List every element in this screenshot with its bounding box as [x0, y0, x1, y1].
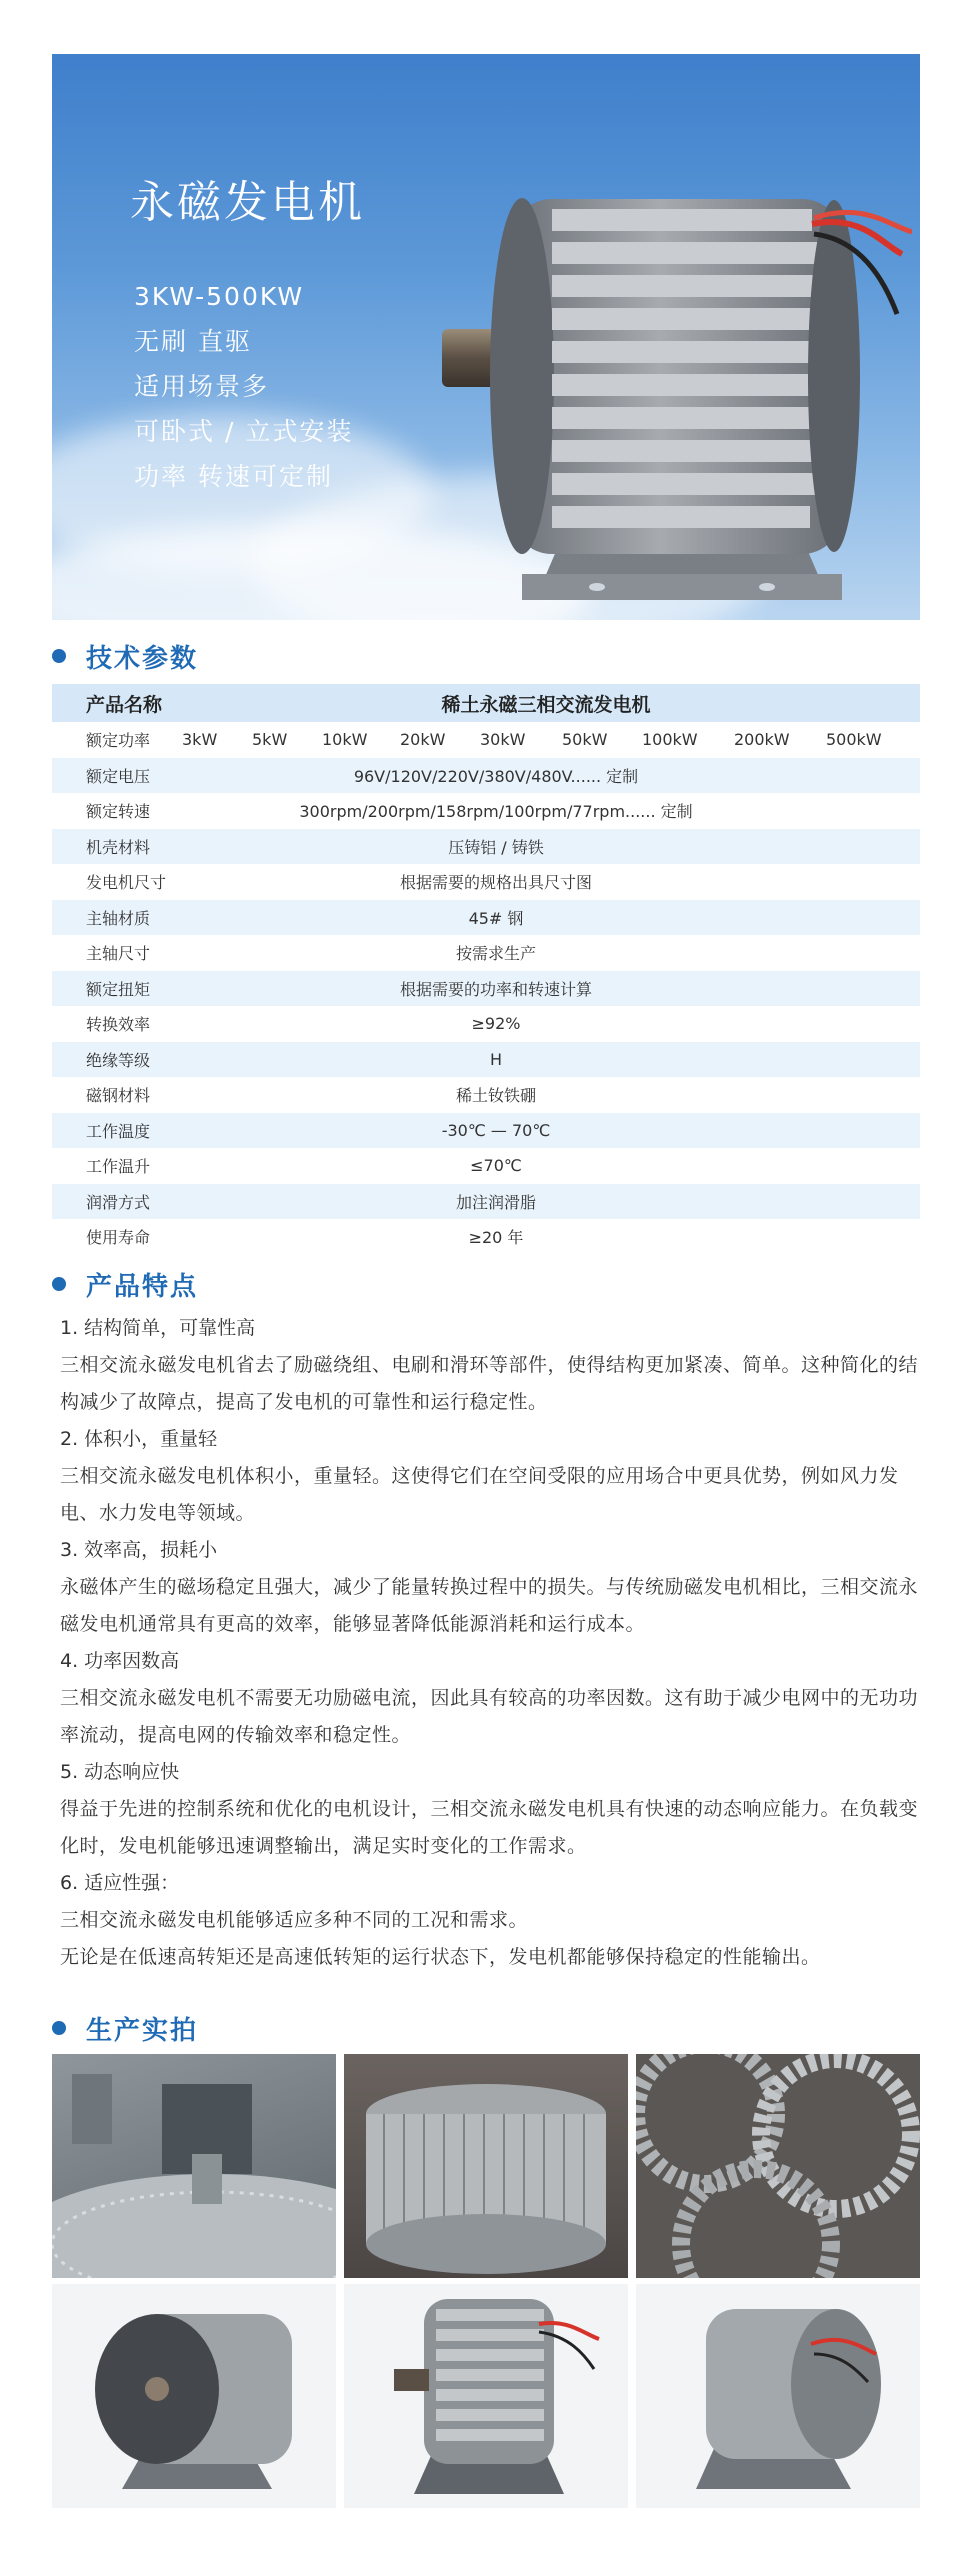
- feature-body: 三相交流永磁发电机能够适应多种不同的工况和需求。: [60, 1909, 529, 1931]
- feature-title: 6. 适应性强：: [60, 1872, 180, 1894]
- spec-row: [52, 971, 920, 1007]
- spec-key: 机壳材料: [86, 837, 151, 857]
- power-value: 50kW: [562, 730, 608, 750]
- spec-table: [52, 684, 920, 1255]
- generator-image: [442, 114, 912, 614]
- feature-title: 4. 功率因数高: [60, 1650, 180, 1672]
- spec-key: 主轴材质: [86, 908, 151, 928]
- power-value: 5kW: [252, 730, 288, 750]
- spec-table-header: [52, 684, 920, 722]
- spec-key: 磁钢材料: [86, 1086, 151, 1106]
- spec-key: 转换效率: [86, 1015, 151, 1035]
- power-value: 200kW: [734, 730, 790, 750]
- spec-row: [52, 829, 920, 865]
- generator-photo-icon: [52, 2284, 336, 2508]
- spec-row: [52, 864, 920, 900]
- photo-stamping: [52, 2054, 336, 2278]
- spec-value: 加注润滑脂: [455, 1192, 536, 1212]
- features-list: [60, 1310, 920, 1976]
- spec-value: 根据需要的功率和转速计算: [399, 979, 592, 999]
- stamping-photo-icon: [52, 2054, 336, 2278]
- bullet-icon: [52, 649, 66, 663]
- spec-value: 根据需要的规格出具尺寸图: [399, 873, 592, 893]
- feature-body: 三相交流永磁发电机不需要无功励磁电流，因此具有较高的功率因数。这有助于减少电网中的无功功率流动，提高电网的传输效率和稳定性。: [60, 1687, 919, 1746]
- spec-key: 额定转速: [86, 802, 151, 822]
- hero-line: 可卧式 / 立式安装: [134, 417, 354, 446]
- power-value: 10kW: [322, 730, 368, 750]
- spec-row: [52, 1113, 920, 1149]
- power-value: 100kW: [642, 730, 698, 750]
- bullet-icon: [52, 1277, 66, 1291]
- section-title: 技术参数: [86, 643, 199, 674]
- generator-photo-icon: [636, 2284, 920, 2508]
- spec-row: [52, 758, 920, 794]
- hero-line: 无刷 直驱: [134, 327, 252, 356]
- spec-value: 稀土钕铁硼: [455, 1086, 536, 1106]
- hero-line: 功率 转速可定制: [134, 462, 333, 491]
- spec-header-value: 稀土永磁三相交流发电机: [441, 693, 651, 716]
- photo-stator: [344, 2054, 628, 2278]
- power-value: 20kW: [400, 730, 446, 750]
- spec-value: 45# 钢: [468, 908, 524, 928]
- spec-value: ≥20 年: [468, 1228, 524, 1248]
- hero-features: [134, 274, 353, 499]
- feature-title: 3. 效率高，损耗小: [60, 1539, 218, 1561]
- spec-value: ≤70℃: [470, 1156, 522, 1176]
- castings-photo-icon: [636, 2054, 920, 2278]
- spec-key: 发电机尺寸: [86, 873, 167, 893]
- spec-row: [52, 1042, 920, 1078]
- feature-body: 三相交流永磁发电机体积小，重量轻。这使得它们在空间受限的应用场合中更具优势，例如风力发电、水力发电等领域。: [60, 1465, 899, 1524]
- spec-key: 额定扭矩: [86, 979, 151, 999]
- hero-line: 适用场景多: [134, 372, 270, 401]
- photo-generator-side: [344, 2284, 628, 2508]
- spec-value: -30℃ — 70℃: [441, 1120, 551, 1140]
- spec-row: [52, 1077, 920, 1113]
- power-values: [182, 730, 920, 749]
- feature-title: 1. 结构简单，可靠性高: [60, 1317, 256, 1339]
- photo-castings: [636, 2054, 920, 2278]
- spec-row: [52, 935, 920, 971]
- hero-line: 3KW-500KW: [134, 282, 305, 311]
- generator-photo-icon: [344, 2284, 628, 2508]
- spec-key: 额定电压: [86, 766, 151, 786]
- spec-key: 润滑方式: [86, 1192, 151, 1212]
- photo-generator-rear: [636, 2284, 920, 2508]
- hero-banner: [52, 54, 920, 620]
- section-header-photos: [52, 2008, 198, 2048]
- spec-row: [52, 793, 920, 829]
- spec-value: 按需求生产: [455, 944, 536, 964]
- section-header-features: [52, 1264, 198, 1304]
- spec-value: ≥92%: [471, 1014, 521, 1034]
- spec-key: 工作温升: [86, 1157, 151, 1177]
- spec-key: 主轴尺寸: [86, 944, 151, 964]
- spec-row: [52, 1219, 920, 1255]
- bullet-icon: [52, 2021, 66, 2035]
- spec-key: 工作温度: [86, 1121, 151, 1141]
- spec-row-power: [52, 722, 920, 758]
- hero-title: 永磁发电机: [130, 177, 365, 228]
- section-header-params: [52, 636, 198, 676]
- feature-body: 三相交流永磁发电机省去了励磁绕组、电刷和滑环等部件，使得结构更加紧凑、简单。这种简化的结构减少了故障点，提高了发电机的可靠性和运行稳定性。: [60, 1354, 919, 1413]
- power-value: 3kW: [182, 730, 218, 750]
- spec-value: 压铸铝 / 铸铁: [448, 837, 544, 857]
- spec-value: H: [489, 1049, 503, 1069]
- power-value: 30kW: [480, 730, 526, 750]
- spec-row: [52, 900, 920, 936]
- feature-body: 永磁体产生的磁场稳定且强大，减少了能量转换过程中的损失。与传统励磁发电机相比，三相交流永磁发电机通常具有更高的效率，能够显著降低能源消耗和运行成本。: [60, 1576, 919, 1635]
- spec-row: [52, 1184, 920, 1220]
- photo-generator-angle: [52, 2284, 336, 2508]
- stator-photo-icon: [344, 2054, 628, 2278]
- spec-key: 额定功率: [86, 731, 151, 751]
- spec-header-key: 产品名称: [86, 693, 163, 716]
- spec-key: 使用寿命: [86, 1228, 151, 1248]
- feature-title: 2. 体积小，重量轻: [60, 1428, 218, 1450]
- photo-grid: [52, 2054, 920, 2508]
- spec-row: [52, 1006, 920, 1042]
- spec-value: 300rpm/200rpm/158rpm/100rpm/77rpm...... 定制: [299, 802, 693, 822]
- section-title: 产品特点: [86, 1271, 199, 1302]
- feature-body: 无论是在低速高转矩还是高速低转矩的运行状态下，发电机都能够保持稳定的性能输出。: [60, 1946, 821, 1968]
- section-title: 生产实拍: [86, 2015, 199, 2046]
- spec-value: 96V/120V/220V/380V/480V...... 定制: [353, 766, 639, 786]
- spec-key: 绝缘等级: [86, 1050, 151, 1070]
- spec-row: [52, 1148, 920, 1184]
- feature-body: 得益于先进的控制系统和优化的电机设计，三相交流永磁发电机具有快速的动态响应能力。在负载变化时，发电机能够迅速调整输出，满足实时变化的工作需求。: [60, 1798, 919, 1857]
- power-value: 500kW: [826, 730, 882, 750]
- feature-title: 5. 动态响应快: [60, 1761, 180, 1783]
